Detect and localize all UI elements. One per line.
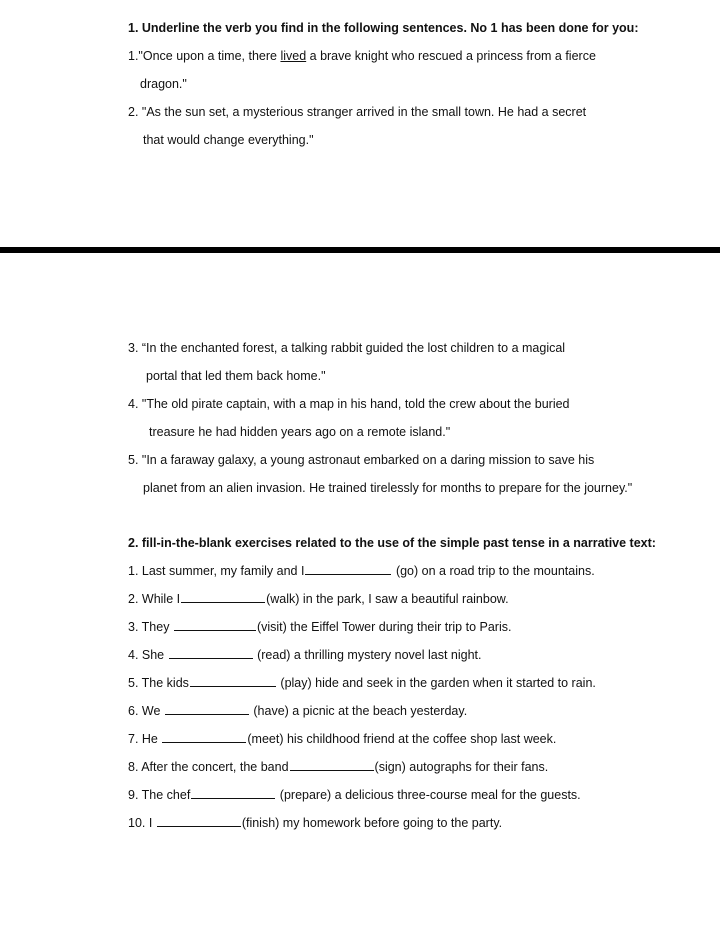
section1-heading: 1. Underline the verb you find in the following sentences. No 1 has been done for you: xyxy=(128,21,639,35)
fill-item-1 xyxy=(128,563,595,579)
sentence-1-line-1 xyxy=(128,48,596,64)
fill-item-6 xyxy=(128,703,467,719)
fill-item-prompt: 9. The chef xyxy=(128,788,191,802)
answer-blank[interactable] xyxy=(181,591,265,603)
fill-item-prompt: 3. They xyxy=(128,620,170,634)
answer-blank[interactable] xyxy=(165,703,249,715)
answer-blank[interactable] xyxy=(162,731,246,743)
answer-blank[interactable] xyxy=(174,619,256,631)
fill-item-verb-hint: (have) a picnic at the beach yesterday. xyxy=(253,704,468,718)
fill-item-verb-hint: (meet) his childhood friend at the coffee shop last week. xyxy=(247,732,557,746)
fill-item-2 xyxy=(128,591,509,607)
fill-item-8 xyxy=(128,759,548,775)
fill-item-verb-hint: (read) a thrilling mystery novel last night. xyxy=(257,648,482,662)
sentence-2-line-2: that would change everything." xyxy=(143,133,314,147)
sentence-3-line-1: 3. “In the enchanted forest, a talking rabbit guided the lost children to a magical xyxy=(128,341,566,355)
sentence-1-after: a brave knight who rescued a princess from a fierce xyxy=(306,49,596,63)
sentence-5-line-1: 5. "In a faraway galaxy, a young astronaut embarked on a daring mission to save his xyxy=(128,453,595,467)
sentence-4-line-2: treasure he had hidden years ago on a remote island." xyxy=(149,425,451,439)
sentence-1-before: 1."Once upon a time, there xyxy=(128,49,281,63)
sentence-5-line-2: planet from an alien invasion. He trained tirelessly for months to prepare for the journey." xyxy=(143,481,633,495)
answer-blank[interactable] xyxy=(169,647,253,659)
fill-item-verb-hint: (prepare) a delicious three-course meal for the guests. xyxy=(279,788,581,802)
fill-item-10 xyxy=(128,815,502,831)
fill-item-prompt: 7. He xyxy=(128,732,158,746)
answer-blank[interactable] xyxy=(157,815,241,827)
fill-item-verb-hint: (visit) the Eiffel Tower during their trip to Paris. xyxy=(256,620,512,634)
sentence-1-underlined-verb: lived xyxy=(280,49,307,63)
answer-blank[interactable] xyxy=(305,563,391,575)
fill-item-7 xyxy=(128,731,556,747)
fill-item-prompt: 10. I xyxy=(128,816,153,830)
fill-item-prompt: 2. While I xyxy=(128,592,181,606)
page-divider xyxy=(0,247,720,253)
answer-blank[interactable] xyxy=(290,759,374,771)
answer-blank[interactable] xyxy=(191,787,275,799)
fill-item-verb-hint: (finish) my homework before going to the party. xyxy=(241,816,503,830)
fill-item-9 xyxy=(128,787,581,803)
fill-item-5 xyxy=(128,675,596,691)
fill-item-prompt: 5. The kids xyxy=(128,676,189,690)
fill-item-verb-hint: (go) on a road trip to the mountains. xyxy=(395,564,595,578)
answer-blank[interactable] xyxy=(190,675,276,687)
fill-item-4 xyxy=(128,647,482,663)
fill-item-verb-hint: (walk) in the park, I saw a beautiful rainbow. xyxy=(266,592,509,606)
fill-item-prompt: 1. Last summer, my family and I xyxy=(128,564,305,578)
fill-item-prompt: 6. We xyxy=(128,704,161,718)
sentence-2-line-1: 2. "As the sun set, a mysterious stranger arrived in the small town. He had a secret xyxy=(128,105,587,119)
section2-heading: 2. fill-in-the-blank exercises related to the use of the simple past tense in a narrative text: xyxy=(128,536,656,550)
fill-item-verb-hint: (play) hide and seek in the garden when it started to rain. xyxy=(280,676,596,690)
fill-item-3 xyxy=(128,619,511,635)
fill-item-verb-hint: (sign) autographs for their fans. xyxy=(374,760,549,774)
sentence-1-line-2: dragon." xyxy=(140,77,187,91)
fill-item-prompt: 4. She xyxy=(128,648,165,662)
sentence-4-line-1: 4. "The old pirate captain, with a map in his hand, told the crew about the buried xyxy=(128,397,570,411)
sentence-3-line-2: portal that led them back home." xyxy=(146,369,326,383)
fill-item-prompt: 8. After the concert, the band xyxy=(128,760,289,774)
